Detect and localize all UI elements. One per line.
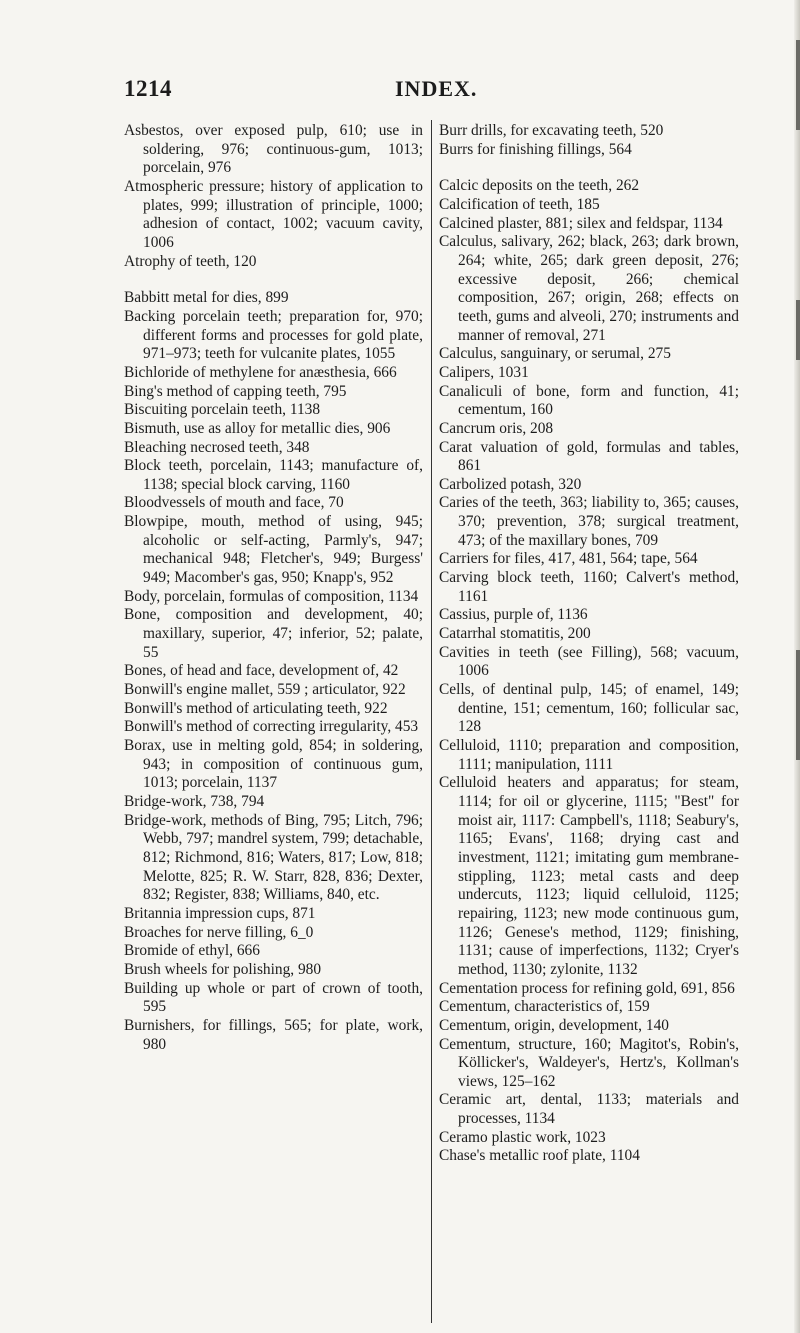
index-entry: Cells, of dentinal pulp, 145; of enamel, 149; dentine, 151; cementum, 160; follicular sac, 128 [439, 681, 739, 736]
index-entry: Calcined plaster, 881; silex and feldspar, 1134 [439, 214, 723, 232]
index-entry: Celluloid heaters and apparatus; for steam, 1114; for oil or glycerine, 1115; "Best" for moist air, 1117: Campbell's, 1118; Seabury's, 1165; Evans', 1168; drying cast and investment, 1121; imitating gum membrane-stippling, 1123; metal casts and deep undercuts, 1123; liquid celluloid, 1125; repairing, 1123; new mode continuous gum, 1126; Genese's method, 1129; finishing, 1131; cause of imperfections, 1132; Cryer's method, 1130; zylonite, 1132 [439, 774, 739, 978]
index-entry: Brush wheels for polishing, 980 [124, 960, 322, 978]
index-entry: Canaliculi of bone, form and function, 41; cementum, 160 [439, 382, 739, 419]
page-header [120, 76, 720, 106]
running-head: INDEX. [395, 76, 478, 101]
index-entry: Chase's metallic roof plate, 1104 [439, 1147, 640, 1165]
index-entry: Cementum, origin, development, 140 [439, 1016, 669, 1034]
index-entry: Cavities in teeth (see Filling), 568; vacuum, 1006 [439, 643, 739, 680]
index-entry: Celluloid, 1110; preparation and composition, 1111; manipulation, 1111 [439, 737, 739, 773]
index-entry: Block teeth, porcelain, 1143; manufacture of, 1138; special block carving, 1160 [124, 457, 423, 493]
section-gap [439, 159, 739, 177]
index-entry: Atrophy of teeth, 120 [124, 252, 257, 270]
page-edge-mark [796, 300, 800, 360]
index-entry: Bleaching necrosed teeth, 348 [124, 438, 310, 456]
index-entry: Asbestos, over exposed pulp, 610; use in soldering, 976; continuous-gum, 1013; porcelain, 976 [124, 122, 423, 177]
index-entry: Bismuth, use as alloy for metallic dies, 906 [124, 419, 391, 437]
index-entry: Ceramo plastic work, 1023 [439, 1128, 606, 1146]
index-entry: Calcification of teeth, 185 [439, 195, 600, 213]
index-entry: Bonwill's method of articulating teeth, 922 [124, 699, 388, 717]
section-gap [124, 271, 423, 289]
index-entry: Broaches for nerve filling, 6_0 [124, 923, 314, 941]
index-entry: Catarrhal stomatitis, 200 [439, 625, 591, 643]
index-entry: Bichloride of methylene for anæsthesia, 666 [124, 363, 397, 381]
index-entry: Cementum, structure, 160; Magitot's, Robin's, Köllicker's, Waldeyer's, Hertz's, Kollman's views, 125–162 [439, 1035, 739, 1090]
index-entry: Burrs for finishing fillings, 564 [439, 140, 632, 158]
index-entry: Bing's method of capping teeth, 795 [124, 382, 347, 400]
index-entry: Atmospheric pressure; history of application to plates, 999; illustration of principle, 1000; adhesion of contact, 1002; vacuum cavity, 1006 [124, 177, 423, 251]
index-entry: Cassius, purple of, 1136 [439, 606, 588, 624]
index-entry: Biscuiting porcelain teeth, 1138 [124, 401, 321, 419]
index-entry: Carving block teeth, 1160; Calvert's method, 1161 [439, 569, 739, 605]
index-entry: Burr drills, for excavating teeth, 520 [439, 122, 664, 139]
index-entry: Bones, of head and face, development of, 42 [124, 662, 399, 680]
index-entry: Britannia impression cups, 871 [124, 904, 316, 922]
index-entry: Bridge-work, 738, 794 [124, 792, 265, 810]
column-divider [431, 120, 432, 1323]
index-entry: Cancrum oris, 208 [439, 419, 554, 437]
index-entry: Body, porcelain, formulas of composition, 1134 [124, 587, 419, 605]
index-entry: Bloodvessels of mouth and face, 70 [124, 494, 344, 512]
index-entry: Bonwill's method of correcting irregularity, 453 [124, 718, 419, 736]
index-entry: Calipers, 1031 [439, 363, 529, 381]
index-entry: Calculus, sanguinary, or serumal, 275 [439, 345, 671, 363]
index-column-right [439, 122, 739, 1166]
index-entry: Carriers for files, 417, 481, 564; tape, 564 [439, 550, 698, 568]
page-edge-mark [796, 40, 800, 130]
index-entry: Carbolized potash, 320 [439, 475, 582, 493]
index-entry: Bromide of ethyl, 666 [124, 942, 260, 960]
index-entry: Backing porcelain teeth; preparation for, 970; different forms and processes for gold plate, 971–973; teeth for vulcanite plates, 1055 [124, 307, 423, 363]
index-entry: Carat valuation of gold, formulas and tables, 861 [439, 438, 739, 475]
index-entry: Cementum, characteristics of, 159 [439, 998, 650, 1016]
index-entry: Bridge-work, methods of Bing, 795; Litch, 796; Webb, 797; mandrel system, 799; detachable, 812; Richmond, 816; Waters, 817; Low, 818; Melotte, 825; R. W. Starr, 828, 836; Dexter, 832; Register, 838; Williams, 840, etc. [124, 811, 423, 904]
index-entry: Caries of the teeth, 363; liability to, 365; causes, 370; prevention, 378; surgical treatment, 473; of the maxillary bones, 709 [439, 494, 739, 549]
index-entry: Borax, use in melting gold, 854; in soldering, 943; in composition of continuous gum, 1013; porcelain, 1137 [124, 737, 423, 792]
page-number: 1214 [124, 76, 172, 101]
page-edge-mark [796, 650, 800, 760]
index-entry: Ceramic art, dental, 1133; materials and processes, 1134 [439, 1091, 739, 1128]
index-entry: Bonwill's engine mallet, 559 ; articulator, 922 [124, 681, 406, 699]
index-entry: Calculus, salivary, 262; black, 263; dark brown, 264; white, 265; dark green deposit, 276; excessive deposit, 266; chemical composition, 267; origin, 268; effects on teeth, gums and alveoli, 270; instruments and manner of removal, 271 [439, 233, 739, 344]
index-entry: Cementation process for refining gold, 691, 856 [439, 979, 735, 997]
index-entry: Bone, composition and development, 40; maxillary, superior, 47; inferior, 52; palate, 55 [124, 606, 423, 661]
index-entry: Babbitt metal for dies, 899 [124, 289, 289, 307]
index-entry: Calcic deposits on the teeth, 262 [439, 177, 640, 195]
index-entry: Burnishers, for fillings, 565; for plate, work, 980 [124, 1016, 423, 1053]
index-entry: Building up whole or part of crown of tooth, 595 [124, 979, 423, 1016]
index-column-left [124, 122, 423, 1054]
index-entry: Blowpipe, mouth, method of using, 945; alcoholic or self-acting, Parmly's, 947; mechanical 948; Fletcher's, 949; Burgess' 949; Macomber's gas, 950; Knapp's, 952 [124, 513, 423, 587]
